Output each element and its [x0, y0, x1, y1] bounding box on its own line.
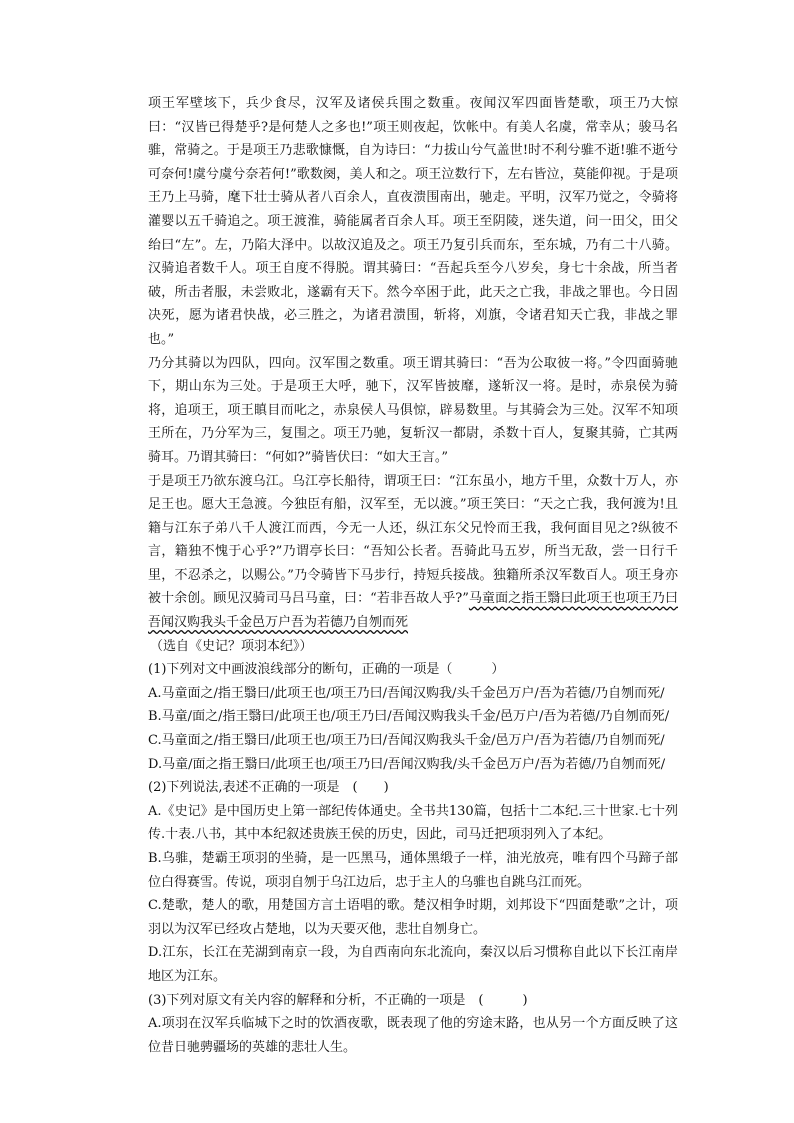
- question-2-option-b: B.乌骓，楚霸王项羽的坐骑，是一匹黑马，通体黑缎子一样，油光放亮，唯有四个马蹄子部位白得赛雪。传说，项羽自刎于乌江边后，忠于主人的乌骓也自跳乌江而死。: [148, 851, 678, 890]
- question-2-option-c: C.楚歌，楚人的歌，用楚国方言土语唱的歌。楚汉相争时期，刘邦设下“四面楚歌”之计，项羽以为汉军已经攻占楚地，以为天要灭他，悲壮自刎身亡。: [148, 898, 678, 937]
- source-citation: （选自《史记？项羽本纪》）: [150, 638, 313, 654]
- document-body: [148, 92, 678, 1059]
- question-1-option-a: A.马童面之/指王翳曰/此项王也/项王乃曰/吾闻汉购我/头千金邑万户/吾为若德/乃自刎而死/: [148, 685, 665, 701]
- question-1-option-c: C.马童面之/指王翳曰/此项王也/项王乃曰/吾闻汉购我头千金/邑万户/吾为若德/乃自刎而死/: [148, 733, 665, 749]
- wavy-underlined-passage: 马童面之指王翳曰此项王也项王乃曰吾闻汉购我头千金邑万户吾为若德乃自刎而死: [148, 591, 678, 631]
- question-1-option-b: B.马童/面之/指王翳曰/此项王也/项王乃曰/吾闻汉购我头千金/邑万户/吾为若德/乃自刎而死/: [148, 709, 670, 725]
- question-2-option-d: D.江东，长江在芜湖到南京一段，为自西南向东北流向，秦汉以后习惯称自此以下长江南岸地区为江东。: [148, 945, 678, 984]
- question-1-option-d: D.马童/面之指王翳曰/此项王也/项王乃曰/吾闻汉购我/头千金邑万户/吾为若德/乃自刎而死/: [148, 756, 666, 772]
- question-3-stem: (3)下列对原文有关内容的解释和分析，不正确的一项是 ( ): [148, 992, 528, 1008]
- question-3-option-a: A.项羽在汉军兵临城下之时的饮酒夜歌，既表现了他的穷途末路，也从另一个方面反映了这位昔日驰骋疆场的英雄的悲壮人生。: [148, 1016, 678, 1055]
- passage-paragraph-3: [148, 470, 678, 635]
- question-1-stem: (1)下列对文中画波浪线部分的断句，正确的一项是（ ）: [148, 662, 505, 678]
- passage-paragraph-3-text: 于是项王乃欲东渡乌江。乌江亭长船待，谓项王曰：“江东虽小，地方千里，众数十万人，亦足王也。愿大王急渡。今独臣有船，汉军至，无以渡。”项王笑曰：“天之亡我，我何渡为!且籍与江东子弟八千人渡江而西，今无一人还，纵江东父兄怜而王我，我何面目见之?纵彼不言，籍独不愧于心乎?”乃谓亭长曰：“吾知公长者。吾骑此马五岁，所当无敌，尝一日行千里，不忍杀之，以赐公。”乃令骑皆下马步行，持短兵接战。独籍所杀汉军数百人。项王身亦被十余创。顾见汉骑司马吕马童，曰：“若非吾故人乎?”: [148, 473, 678, 607]
- passage-paragraph-2: 乃分其骑以为四队，四向。汉军围之数重。项王谓其骑曰：“吾为公取彼一将。”令四面骑驰下，期山东为三处。于是项王大呼，驰下，汉军皆披靡，遂斩汉一将。是时，赤泉侯为骑将，追项王，项王瞋目而叱之，赤泉侯人马俱惊，辟易数里。与其骑会为三处。汉军不知项王所在，乃分军为三，复围之。项王乃驰，复斩汉一都尉，杀数十百人，复聚其骑，亡其两骑耳。乃谓其骑曰：“何如?”骑皆伏曰：“如大王言。”: [148, 355, 678, 465]
- question-2-stem: (2)下列说法,表述不正确的一项是 ( ): [148, 780, 389, 796]
- passage-paragraph-1: 项王军壁垓下，兵少食尽，汉军及诸侯兵围之数重。夜闻汉军四面皆楚歌，项王乃大惊曰：“汉皆已得楚乎?是何楚人之多也!”项王则夜起，饮帐中。有美人名虞，常幸从；骏马名骓，常骑之。于是项王乃悲歌慷慨，自为诗曰：“力拔山兮气盖世!时不利兮骓不逝!骓不逝兮可奈何!虞兮虞兮奈若何!”歌数阕，美人和之。项王泣数行下，左右皆泣，莫能仰视。于是项王乃上马骑，麾下壮士骑从者八百余人，直夜溃围南出，驰走。平明，汉军乃觉之，令骑将灌婴以五千骑追之。项王渡淮，骑能属者百余人耳。项王至阴陵，迷失道，问一田父，田父绐曰“左”。左，乃陷大泽中。以故汉追及之。项王乃复引兵而东，至东城，乃有二十八骑。汉骑追者数千人。项王自度不得脱。谓其骑曰：“吾起兵至今八岁矣，身七十余战，所当者破，所击者服，未尝败北，遂霸有天下。然今卒困于此，此天之亡我，非战之罪也。今日固决死，愿为诸君快战，必三胜之，为诸君溃围，斩将，刈旗，令诸君知天亡我，非战之罪也。”: [148, 96, 678, 347]
- question-2-option-a: A.《史记》是中国历史上第一部纪传体通史。全书共130篇，包括十二本纪.三十世家.七十列传.十表.八书，其中本纪叙述贵族王侯的历史，因此，司马迁把项羽列入了本纪。: [148, 803, 678, 843]
